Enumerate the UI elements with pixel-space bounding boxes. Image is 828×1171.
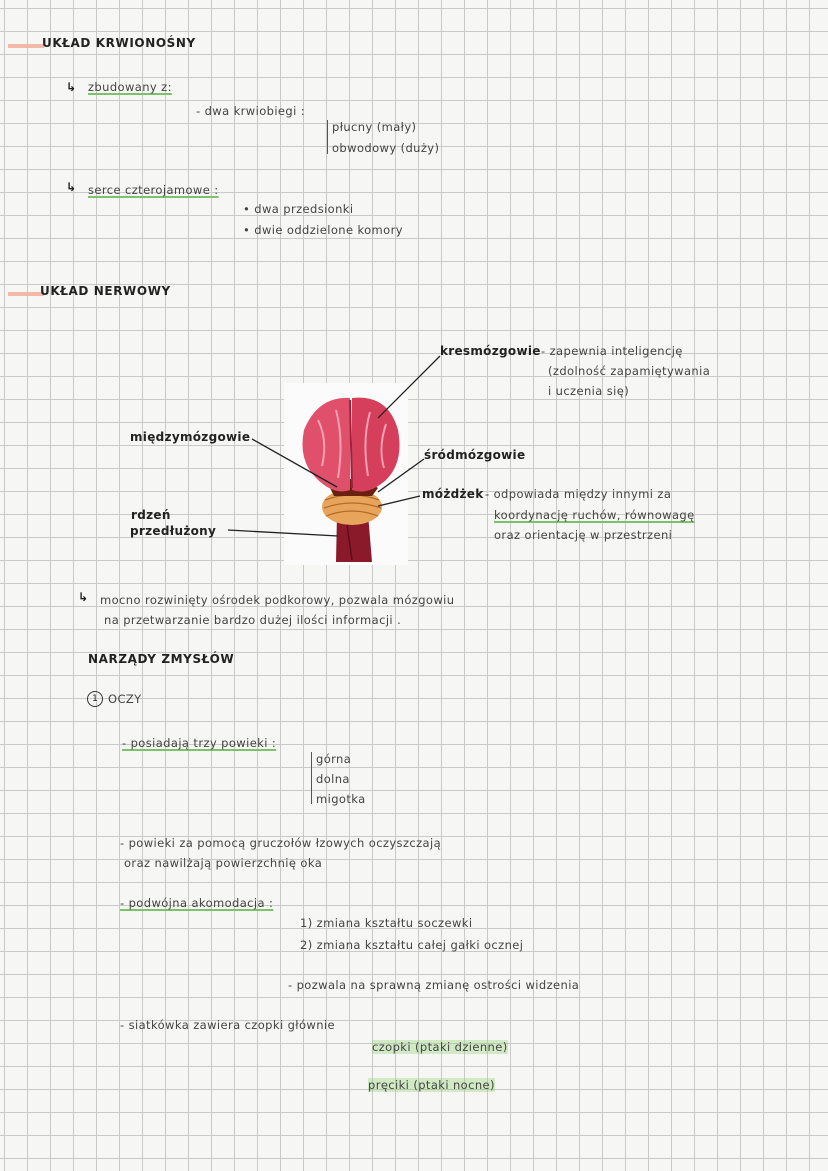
retina-text: - siatkówka zawiera czopki głównie	[120, 1018, 335, 1032]
heart-label: serce czterojamowe :	[88, 183, 219, 197]
mozdzek-desc: oraz orientację w przestrzeni	[494, 528, 673, 542]
large-circuit: obwodowy (duży)	[332, 141, 440, 155]
number-badge: 1	[87, 691, 103, 707]
subcortex-text: na przetwarzanie bardzo dużej ilości informacji .	[104, 613, 402, 627]
label-mozdzek: móżdżek	[422, 487, 484, 501]
built-label: zbudowany z:	[88, 80, 172, 94]
kreso-desc: - zapewnia inteligencję	[541, 344, 683, 358]
label-kresomozgowie: kresmózgowie	[440, 344, 541, 358]
nervous-title: UKŁAD NERWOWY	[40, 284, 171, 298]
circulatory-title: UKŁAD KRWIONOŚNY	[42, 36, 196, 50]
ventricles: • dwie oddzielone komory	[243, 223, 403, 237]
accommodation-item: 2) zmiana kształtu całej gałki ocznej	[300, 938, 524, 952]
accommodation-item: 1) zmiana kształtu soczewki	[300, 916, 473, 930]
atria: • dwa przedsionki	[243, 202, 354, 216]
cleaning-text: oraz nawilżają powierzchnię oka	[124, 856, 323, 870]
accommodation-result: - pozwala na sprawną zmianę ostrości widzenia	[288, 978, 580, 992]
arrow-icon: ↳	[66, 80, 77, 94]
eyelid-item: migotka	[316, 792, 366, 806]
rods-item: pręciki (ptaki nocne)	[368, 1078, 495, 1092]
label-miedzymozgowie: międzymózgowie	[130, 430, 251, 444]
small-circuit: płucny (mały)	[332, 120, 417, 134]
subcortex-text: mocno rozwinięty ośrodek podkorowy, pozwala mózgowiu	[100, 593, 455, 607]
accommodation: - podwójna akomodacja :	[120, 896, 274, 910]
label-srodmozgowie: śródmózgowie	[424, 448, 526, 462]
label-rdzen: rdzeń	[131, 508, 171, 522]
eyelids: - posiadają trzy powieki :	[122, 736, 277, 750]
arrow-icon: ↳	[78, 590, 89, 604]
brace	[311, 752, 312, 804]
mozdzek-desc: koordynację ruchów, równowagę	[494, 508, 695, 522]
two-circuits: - dwa krwiobiegi :	[196, 104, 306, 118]
kreso-desc: i uczenia się)	[548, 384, 630, 398]
cones-item: czopki (ptaki dzienne)	[372, 1040, 508, 1054]
senses-title: NARZĄDY ZMYSŁÓW	[88, 652, 235, 666]
mozdzek-desc: - odpowiada między innymi za	[485, 487, 672, 501]
eyes-label: OCZY	[108, 692, 142, 706]
eyelid-item: górna	[316, 752, 352, 766]
kreso-desc: (zdolność zapamiętywania	[548, 364, 711, 378]
cleaning-text: - powieki za pomocą gruczołów łzowych oczyszczają	[120, 836, 442, 850]
arrow-icon: ↳	[66, 180, 77, 194]
label-rdzen: przedłużony	[130, 524, 217, 538]
eyelid-item: dolna	[316, 772, 350, 786]
